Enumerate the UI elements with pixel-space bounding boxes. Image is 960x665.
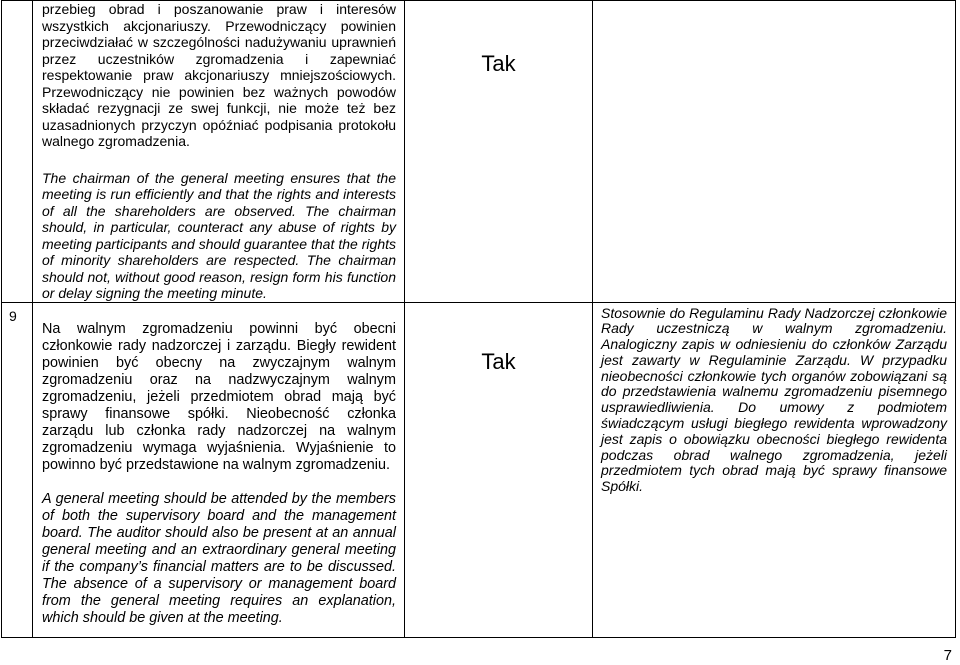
remarks-text: Stosownie do Regulaminu Rady Nadzorczej członkowie Rady uczestniczą w walnym zgromadzeniu. Analogiczny zapis w odniesieniu do członków Zarządu jest zawarty w Regulaminie Zarządu. W przypadku nieobecności członkowie tych organów zobowiązani są do przedstawienia walnemu zgromadzeniu pisemnego usprawiedliwienia. Do umowy z podmiotem świadczącym usługi biegłego rewidenta wprowadzony jest zapis o obowiązku obecności biegłego rewidenta podczas obrad walnego zgromadzenia, jeżeli przedmiotem tych obrad mają być sprawy finansowe Spółki. xyxy=(601,304,947,495)
governance-table xyxy=(1,0,956,638)
row-number xyxy=(2,1,33,303)
table-row xyxy=(2,1,956,303)
row-number: 9 xyxy=(2,302,33,637)
principle-text-en: The chairman of the general meeting ensures that the meeting is run efficiently and that the rights and interests of all the shareholders are observed. The chairman should, in particular, counteract any abuse of rights by meeting participants and should guarantee that the rights of minority shareholders are respected. The chairman should not, without good reason, resign form his function or delay signing the meeting minute. xyxy=(42,169,396,301)
principle-text-en: A general meeting should be attended by the members of both the supervisory board and the management board. The auditor should also be present at an annual general meeting and an extraordinary general meeting if the company’s financial matters are to be discussed. The absence of a supervisory or management board from the general meeting requires an explanation, which should be given at the meeting. xyxy=(42,490,396,626)
principle-text-pl: przebieg obrad i poszanowanie praw i interesów wszystkich akcjonariuszy. Przewodniczący powinien przeciwdziałać w szczególności nadużywaniu uprawnień przez uczestników zgromadzenia i zapewniać respektowanie praw akcjonariuszy mniejszościowych. Przewodniczący nie powinien bez ważnych powodów składać rezygnacji ze swej funkcji, nie może też bez uzasadnionych przyczyn opóźniać podpisania protokołu walnego zgromadzenia. xyxy=(42,1,396,149)
compliance-cell xyxy=(405,302,593,637)
principle-cell xyxy=(33,302,405,637)
table-row xyxy=(2,302,956,637)
compliance-cell xyxy=(405,1,593,303)
remarks-cell xyxy=(593,302,956,637)
principle-cell xyxy=(33,1,405,303)
remarks-cell xyxy=(593,1,956,303)
compliance-value: Tak xyxy=(481,51,516,76)
principle-text-pl: Na walnym zgromadzeniu powinni być obecni członkowie rady nadzorczej i zarządu. Biegły rewident powinien być obecny na zwyczajnym walnym zgromadzeniu oraz na nadzwyczajnym walnym zgromadzeniu, jeżeli przedmiotem obrad mają być sprawy finansowe spółki. Nieobecność członka zarządu lub członka rady nadzorczej na walnym zgromadzeniu wymaga wyjaśnienia. Wyjaśnienie to powinno być przedstawione na walnym zgromadzeniu. xyxy=(42,320,396,473)
page-number: 7 xyxy=(943,647,952,664)
compliance-value: Tak xyxy=(481,348,516,374)
